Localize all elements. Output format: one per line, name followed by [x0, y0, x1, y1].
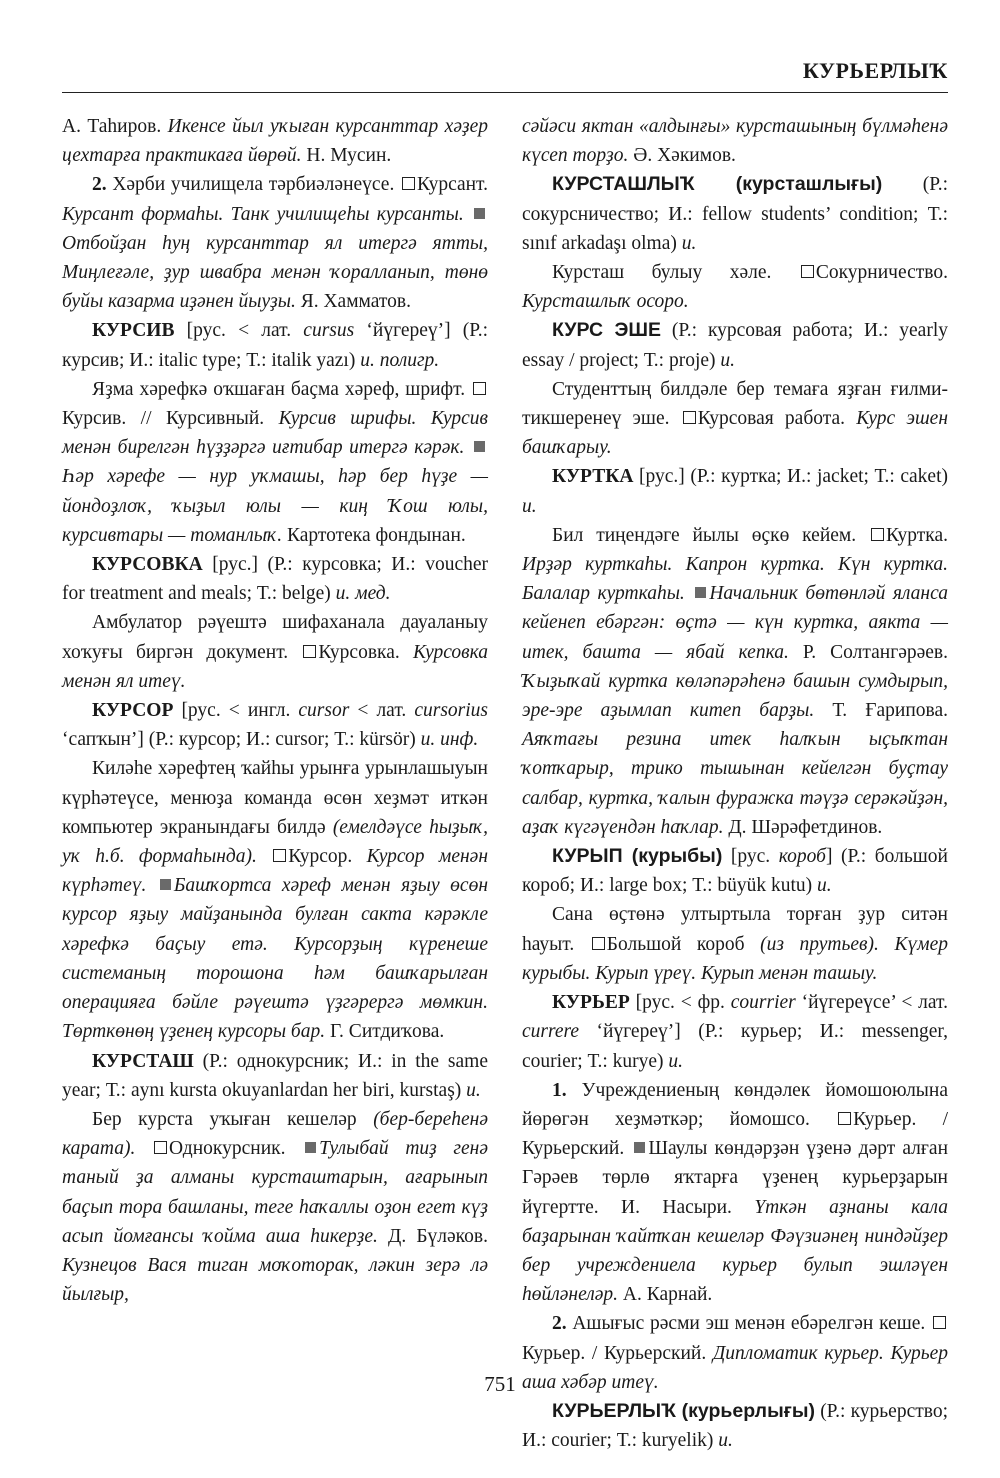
example-square-icon [474, 441, 485, 452]
headword: КУРС ЭШЕ [552, 319, 662, 342]
translation-box-icon [871, 528, 884, 541]
translation-box-icon [933, 1316, 946, 1329]
definition: Киләһе хәрефтең ҡайһы урынға урынлашыуын күрһәтеүсе, менюҙа команда өсөн хеҙмәт иткән компьютер экранындағы билдә (емелдәүсе һыҙыҡ, уҡ һ.б. формаһында). Курсор. Курсор менән күрһәтеү. Башҡортса хәреф менән яҙыу өсөн курсор яҙыу майҙанында булған сакта кәрәкле хәрефкә баҫыу етә. Курсорҙың күренеше системаның торошона һәм башҡарылған операцияға бәйле рәүештә үҙгәрергә мөмкин. Төрткөнөң үҙенең курсоры бар. Г. Ситдиҡова. [62, 758, 488, 1043]
definition: Сана өҫтөнә ултыртыла торған ҙур ситән һауыт. Большой короб (из прутьев). Күмер курыбы. Курып үреү. Курып менән ташыу. [522, 904, 949, 984]
header-rule [62, 92, 948, 93]
entry-kursiv: КУРСИВ [рус. < лат. cursus ‘йүгереү’] (Р.: курсив; И.: italic type; Т.: italik yazı) и. полигр. [62, 320, 488, 371]
sense-2: 2. Хәрби училищела тәрбиәләнеүсе. Курсант. Курсант формаһы. Танк училищеһы курсанты. Отбойҙан һуң курсанттар ял итергә ятты, Миңлеғәле, ҙур швабра менән ҡоралланып, төнө буйы казарма иҙәнен йыуҙы. Я. Хамматов. [62, 174, 488, 313]
definition: Бил тиңендәге йылы өҫкө кейем. Куртка. Ирҙәр курткаһы. Капрон куртка. Күн куртка. Балалар курткаһы. Начальник бөтөнләй яланса кейенеп ебәргән: өҫтә — күн куртка, аякта — итек, башта — ябай кепка. Р. Солтангәрәев. Ҡыҙыҡай куртка көләпәрәһенә башын сумдырып, эре-эре аҙымлап китеп барҙы. Т. Ғарипова. Аяҡтағы резина итек һалҡын ыҫыҡтан ҡотҡарыр, трико тышынан кейелгән буҫтау салбар, куртка, ҡалын фуражка тәүҙә серәкәйҙән, аҙаҡ күгәүендән һаҡлар. Д. Шәрәфетдинов. [522, 524, 949, 838]
example-square-icon [474, 208, 485, 219]
entry-kuryp: КУРЫП (курыбы) [рус. короб] (Р.: большой короб; И.: large box; Т.: büyük kutu) и. [522, 845, 948, 897]
definition: Курсташ булыу хәле. Сокурничество. Курсташлыҡ осоро. [522, 262, 948, 313]
headword: КУРЫП (курыбы) [552, 845, 723, 868]
entry-kurer: КУРЬЕР [рус. < фр. courrier ‘йүгереүсе’ < лат. currere ‘йүгереү’] (Р.: курьер; И.: messenger, courier; Т.: kurye) и. [522, 992, 948, 1072]
headword: КУРТКА [552, 466, 634, 488]
page-number: 751 [484, 1372, 516, 1396]
entry-kursovka: КУРСОВКА [рус.] (Р.: курсовка; И.: voucher for treatment and meals; Т.: belge) и. мед. [62, 554, 488, 605]
example-square-icon [634, 1142, 645, 1153]
translation-box-icon [154, 1141, 167, 1154]
headword: КУРСОВКА [92, 554, 203, 576]
entry-continuation: сәйәси яктан «алдынғы» курсташының бүлмәһенә күсеп торҙо. Ә. Хәкимов. [522, 116, 948, 167]
headword: КУРСТАШ [92, 1050, 194, 1072]
translation-box-icon [273, 849, 286, 862]
example-square-icon [160, 879, 171, 890]
definition: Бер курста уҡыған кешеләр (бер-береһенә карата). Однокурсник. Тулыбай тиҙ генә таный ҙа алманы курсташтарын, ағарынып баҫып тора башланы, теге һаҡаллы оҙон егет күҙ асып йомғансы ҡойма аша һикерҙе. Д. Бүләков. Кузнецов Вася тиган моҡоторак, ләкин зерә лә йылғыр, [62, 1108, 489, 1306]
translation-box-icon [683, 411, 696, 424]
sense-2: 2. Ашығыс рәсми эш менән ебәрелгән кеше. Курьер. / Курьерский. Дипломатик курьер. Курьер аша хәбәр итеү. [522, 1313, 948, 1393]
translation-box-icon [303, 645, 316, 658]
translation-box-icon [838, 1112, 851, 1125]
entry-kurstashlyk: КУРСТАШЛЫҠ (курсташлығы) (Р.: сокурсничество; И.: fellow students’ condition; Т.: sınıf arkadaşı olma) и. [522, 173, 948, 254]
left-column [62, 112, 488, 1309]
entry-continuation: А. Таһиров. Икенсе йыл уҡыған курсанттар хәҙер цехтарға практикаға йөрөй. Н. Мусин. [62, 116, 488, 167]
entry-kurstash: КУРСТАШ (Р.: однокурсник; И.: in the same year; Т.: aynı kursta okuyanlardan her biri, kurstaş) и. [62, 1050, 488, 1101]
headword: КУРЬЕРЛЫҠ (курьерлығы) [552, 1399, 815, 1422]
headword: КУРСИВ [92, 320, 175, 342]
right-column [522, 112, 948, 1455]
headword: КУРЬЕР [552, 992, 630, 1014]
translation-box-icon [473, 382, 486, 395]
definition: Студенттың билдәле бер темаға яҙған ғилми-тикшеренеү эше. Курсовая работа. Курс эшен башҡарыу. [522, 378, 949, 459]
example-square-icon [305, 1142, 316, 1153]
translation-box-icon [592, 937, 605, 950]
definition: Яҙма хәрефкә оҡшаған баҫма хәреф, шрифт. Курсив. // Курсивный. Курсив шрифы. Курсив менән бирелгән һүҙҙәргә иғтибар итергә кәрәк. Һәр хәрефе — нур уҡмашы, һәр бер һүҙе — йондоҙлоҡ, ҡыҙыл юлы — киң Ҡош юлы, курсивтары — томанлыҡ. Картотека фондынан. [62, 378, 489, 546]
headword: КУРСТАШЛЫҠ (курсташлығы) [552, 173, 883, 196]
running-head: КУРЬЕРЛЫҠ [802, 58, 948, 83]
example-square-icon [695, 587, 706, 598]
entry-kurerlyk: КУРЬЕРЛЫҠ (курьерлығы) (Р.: курьерство; И.: courier; Т.: kuryelik) и. [522, 1399, 948, 1452]
translation-box-icon [402, 177, 415, 190]
definition: Амбулатор рәүештә шифаханала дауаланыу хоҡуғы биргән документ. Курсовка. Курсовка менән ял итеү. [62, 612, 488, 692]
entry-kurs-eshe: КУРС ЭШЕ (Р.: курсовая работа; И.: yearly essay / project; Т.: proje) и. [522, 319, 948, 371]
sense-1: 1. Учреждениеның көндәлек йомошоюлына йөрөгән хеҙмәткәр; йомошсо. Курьер. / Курьерский. Шаулы көндәрҙән үҙенә дәрт алған Гәрәев төрлө яҡтарға үҙенең курьерҙарын йүгертте. И. Насыри. Үткән аҙнаны кала баҙарынан ҡайтҡан кешеләр Фәүзиәнең ниндәйҙер бер учреждениела курьер булып эшләүен һөйләнеләр. А. Карнай. [522, 1079, 949, 1306]
translation-box-icon [801, 265, 814, 278]
entry-kursor: КУРСОР [рус. < ингл. cursor < лат. cursorius ‘сапҡын’] (Р.: курсор; И.: cursor; Т.: kürsör) и. инф. [62, 700, 489, 751]
entry-kurtka: КУРТКА [рус.] (Р.: куртка; И.: jacket; Т.: caket) и. [522, 466, 948, 517]
headword: КУРСОР [92, 700, 174, 722]
